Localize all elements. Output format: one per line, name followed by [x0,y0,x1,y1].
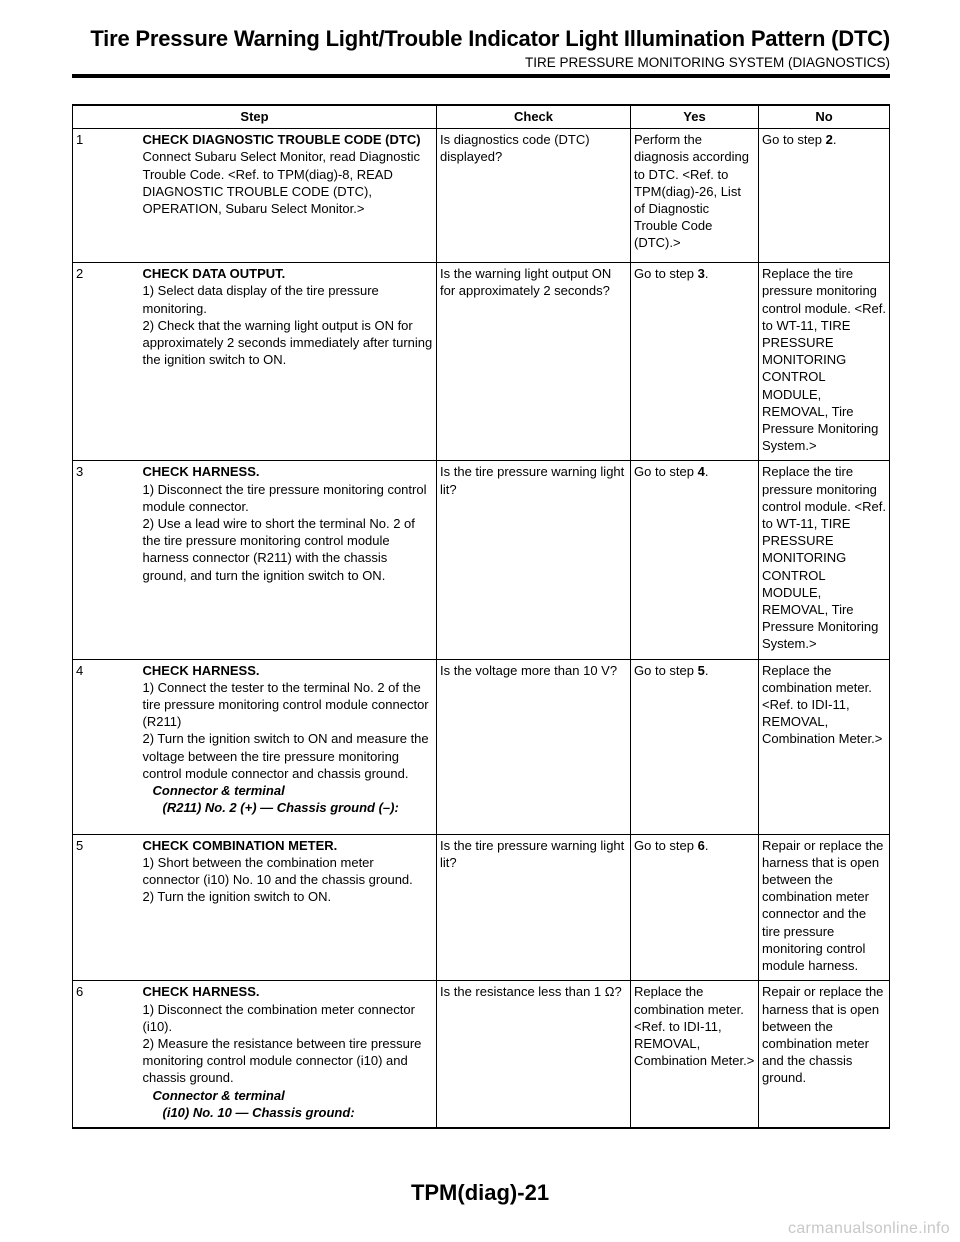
page-number: TPM(diag)-21 [410,1180,550,1205]
no-text: Replace the tire pressure monitoring control module. <Ref. to WT-11, TIRE PRESSURE MONITORING CONTROL MODULE, REMOVAL, Tire Pressure Monitoring System.> [762,464,886,652]
step-instruction: 2) Measure the resistance between tire pressure monitoring control module connector (i10) and chassis ground. [142,1035,422,1086]
step-instruction: 2) Use a lead wire to short the terminal No. 2 of the tire pressure monitoring control module harness connector (R211) with the chassis ground, and turn the ignition switch to ON. [142,516,415,583]
connector-terminal-detail: (R211) No. 2 (+) — Chassis ground (–): [162,800,399,816]
yes-action [631,263,759,461]
no-step-ref: 2 [825,132,833,148]
yes-text: Go to step [634,662,698,678]
step-instruction: 1) Disconnect the combination meter connector (i10). [142,1001,415,1034]
connector-terminal-label: Connector & terminal [152,1087,285,1103]
step-title: CHECK DIAGNOSTIC TROUBLE CODE (DTC) [142,132,421,148]
no-text: Go to step [762,132,826,148]
step-title: CHECK HARNESS. [142,662,260,678]
yes-step-ref: 3 [697,266,705,282]
yes-text-end: . [704,266,709,282]
step-title: CHECK DATA OUTPUT. [142,266,286,282]
step-procedure [143,659,437,834]
step-title: CHECK HARNESS. [142,464,260,480]
step-instruction: 1) Select data display of the tire pressure monitoring. [142,283,379,316]
no-action [759,834,890,981]
step-instruction: 1) Disconnect the tire pressure monitoring control module connector. [142,481,427,514]
step-procedure [143,263,437,461]
column-header-check: Check [437,105,631,129]
step-title: CHECK COMBINATION METER. [142,837,338,853]
yes-text: Go to step [634,464,698,480]
step-procedure [143,129,437,263]
step-instruction: 2) Turn the ignition switch to ON. [142,889,332,905]
step-instruction: 1) Connect the tester to the terminal No. 2 of the tire pressure monitoring control module connector (R211) [142,679,429,730]
no-text-end: . [832,132,837,148]
check-question: Is the tire pressure warning light lit? [437,461,631,659]
step-number: 6 [73,981,143,1128]
step-instruction: 2) Check that the warning light output is ON for approximately 2 seconds immediately after turning the ignition switch to ON. [142,317,433,368]
no-action [759,659,890,834]
step-number: 1 [73,129,143,263]
table-row [73,659,890,834]
step-instruction: 1) Short between the combination meter connector (i10) No. 10 and the chassis ground. [142,854,413,888]
yes-text: Replace the combination meter. <Ref. to IDI-11, REMOVAL, Combination Meter.> [634,984,755,1069]
yes-step-ref: 4 [697,464,705,480]
no-text: Replace the tire pressure monitoring control module. <Ref. to WT-11, TIRE PRESSURE MONITORING CONTROL MODULE, REMOVAL, Tire Pressure Monitoring System.> [762,266,886,454]
table-row [73,129,890,263]
yes-action [631,461,759,659]
no-text: Repair or replace the harness that is open between the combination meter and the chassis ground. [762,984,884,1086]
no-action [759,263,890,461]
connector-terminal-label: Connector & terminal [152,783,285,799]
yes-action [631,659,759,834]
column-header-step: Step [73,105,437,129]
table-row [73,834,890,981]
check-question: Is the warning light output ON for approximately 2 seconds? [437,263,631,461]
section-subtitle: TIRE PRESSURE MONITORING SYSTEM (DIAGNOSTICS) [524,55,890,70]
watermark-link[interactable]: carmanualsonline.info [788,1220,950,1237]
step-number: 5 [73,834,143,981]
check-question: Is the voltage more than 10 V? [437,659,631,834]
no-action [759,461,890,659]
page-title: Tire Pressure Warning Light/Trouble Indicator Light Illumination Pattern (DTC) [90,26,890,51]
yes-step-ref: 6 [697,837,705,853]
yes-action [631,129,759,263]
yes-text-end: . [704,464,709,480]
yes-action [631,834,759,981]
table-row [73,461,890,659]
yes-action [631,981,759,1128]
table-header-row [73,105,890,129]
step-number: 3 [73,461,143,659]
yes-text: Perform the diagnosis according to DTC. <Ref. to TPM(diag)-26, List of Diagnostic Trouble Code (DTC).> [634,132,749,251]
step-procedure [143,981,437,1128]
yes-text-end: . [704,662,709,678]
no-action [759,981,890,1128]
yes-step-ref: 5 [697,662,705,678]
no-action [759,129,890,263]
column-header-no: No [759,105,890,129]
step-procedure [143,461,437,659]
check-question: Is diagnostics code (DTC) displayed? [437,129,631,263]
table-row [73,263,890,461]
column-header-yes: Yes [631,105,759,129]
yes-text: Go to step [634,837,698,853]
no-text: Repair or replace the harness that is open between the combination meter connector and the tire pressure monitoring control module harness. [762,837,884,974]
yes-text: Go to step [634,266,698,282]
check-question: Is the tire pressure warning light lit? [437,834,631,981]
step-instruction: Connect Subaru Select Monitor, read Diagnostic Trouble Code. <Ref. to TPM(diag)-8, READ DIAGNOSTIC TROUBLE CODE (DTC), OPERATION, Subaru Select Monitor.> [142,149,420,217]
header-divider [72,74,890,78]
table-row [73,981,890,1128]
step-procedure [143,834,437,981]
step-title: CHECK HARNESS. [142,984,260,1000]
step-number: 2 [73,263,143,461]
step-number: 4 [73,659,143,834]
no-text: Replace the combination meter. <Ref. to IDI-11, REMOVAL, Combination Meter.> [762,662,883,747]
step-instruction: 2) Turn the ignition switch to ON and measure the voltage between the tire pressure monitoring control module connector and chassis ground. [142,731,429,781]
diagnostic-table [72,104,890,1129]
connector-terminal-detail: (i10) No. 10 — Chassis ground: [162,1104,355,1120]
yes-text-end: . [704,837,709,853]
check-question: Is the resistance less than 1 Ω? [437,981,631,1128]
